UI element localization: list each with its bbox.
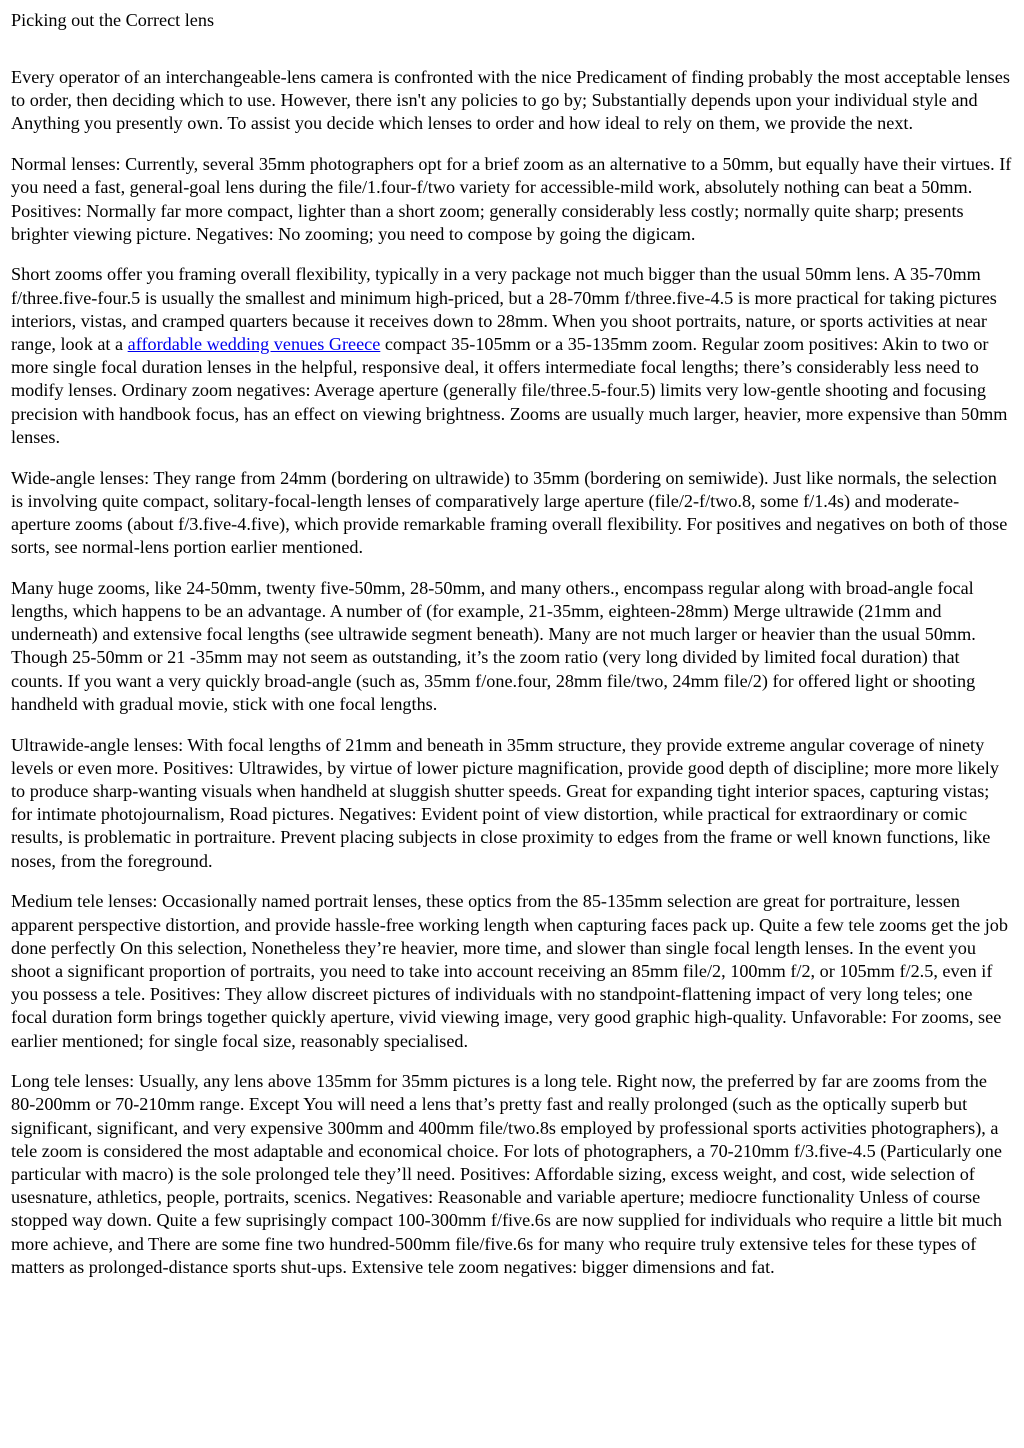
paragraph-text-before-link: Short zooms offer you framing overall flexibility, typically in a very package not much bigger than the usual 50mm lens. A 35-70mm f/three.five-four.5 is usually the smallest and minimum high-priced, but a 28-70mm f/three.five-4.5 is more practical for taking pictures interiors, vistas, and cramped quarters because it receives down to 28mm. When you shoot portraits, nature, or sports activities at near range, look at a [11, 264, 997, 355]
affordable-wedding-venues-link[interactable]: affordable wedding venues Greece [127, 334, 381, 355]
paragraph-long-tele: Long tele lenses: Usually, any lens above 135mm for 35mm pictures is a long tele. Right now, the preferred by far are zooms from the 80-200mm or 70-210mm range. Except You will need a lens that’s pretty fast and really prolonged (such as the optically superb but significant, significant, and very expensive 300mm and 400mm file/two.8s employed by professional sports activities photographers), a tele zoom is considered the most adaptable and economical choice. For lots of photographers, a 70-210mm f/3.five-4.5 (Particularly one particular with macro) is the sole prolonged tele they’ll need. Positives: Affordable sizing, excess weight, and cost, wide selection of usesnature, athletics, people, portraits, scenics. Negatives: Reasonable and variable aperture; mediocre functionality Unless of course stopped way down. Quite a few suprisingly compact 100-300mm f/five.6s are now supplied for individuals who require a little bit much more achieve, and There are some fine two hundred-500mm file/five.6s for many who require truly extensive teles for these types of matters as prolonged-distance sports shut-ups. Extensive tele zoom negatives: bigger dimensions and fat. [11, 1071, 1003, 1277]
paragraph-huge-zooms: Many huge zooms, like 24-50mm, twenty five-50mm, 28-50mm, and many others., encompass regular along with broad-angle focal lengths, which happens to be an advantage. A number of (for example, 21-35mm, eighteen-28mm) Merge ultrawide (21mm and underneath) and extensive focal lengths (see ultrawide segment beneath). Many are not much larger or heavier than the usual 50mm. Though 25-50mm or 21 -35mm may not seem as outstanding, it’s the zoom ratio (very long divided by limited focal duration) that counts. If you want a very quickly broad-angle (such as, 35mm f/one.four, 28mm file/two, 24mm file/2) for offered light or shooting handheld with gradual movie, stick with one focal lengths. [11, 577, 976, 714]
paragraph-medium-tele: Medium tele lenses: Occasionally named portrait lenses, these optics from the 85-135mm selection are great for portraiture, lessen apparent perspective distortion, and provide hassle-free working length when capturing faces pack up. Quite a few tele zooms get the job done perfectly On this selection, Nonetheless they’re heavier, more time, and slower than single focal length lenses. In the event you shoot a significant proportion of portraits, you need to take into account receiving an 85mm file/2, 100mm f/2, or 105mm f/2.5, even if you possess a tele. Positives: They allow discreet pictures of individuals with no standpoint-flattening impact of very long teles; one focal duration form brings together quickly aperture, vivid viewing image, very good graphic high-quality. Unfavorable: For zooms, see earlier mentioned; for single focal size, reasonably specialised. [11, 891, 1008, 1051]
paragraph-normal-lenses: Normal lenses: Currently, several 35mm photographers opt for a brief zoom as an alternative to a 50mm, but equally have their virtues. If you need a fast, general-goal lens during the file/1.four-f/two variety for accessible-mild work, absolutely nothing can beat a 50mm. Positives: Normally far more compact, lighter than a short zoom; generally considerably less costly; normally quite sharp; presents brighter viewing picture. Negatives: No zooming; you need to compose by going the digicam. [11, 154, 1012, 244]
paragraph-short-zooms [11, 263, 1013, 449]
paragraph-ultrawide: Ultrawide-angle lenses: With focal lengths of 21mm and beneath in 35mm structure, they provide extreme angular coverage of ninety levels or even more. Positives: Ultrawides, by virtue of lower picture magnification, provide good depth of discipline; more more likely to produce sharp-wanting visuals when handheld at sluggish shutter speeds. Great for expanding tight interior spaces, capturing vistas; for intimate photojournalism, Road pictures. Negatives: Evident point of view distortion, while practical for extraordinary or comic results, is problematic in portraiture. Prevent placing subjects in close proximity to edges from the frame or well known functions, like noses, from the foreground. [11, 734, 999, 871]
paragraph-intro: Every operator of an interchangeable-lens camera is confronted with the nice Predicament of finding probably the most acceptable lenses to order, then deciding which to use. However, there isn't any policies to go by; Substantially depends upon your individual style and Anything you presently own. To assist you decide which lenses to order and how ideal to rely on them, we provide the next. [11, 67, 1010, 134]
paragraph-wide-angle: Wide-angle lenses: They range from 24mm (bordering on ultrawide) to 35mm (bordering on semiwide). Just like normals, the selection is involving quite compact, solitary-focal-length lenses of comparatively large aperture (file/2-f/two.8, some f/1.4s) and moderate-aperture zooms (about f/3.five-4.five), which provide remarkable framing overall flexibility. For positives and negatives on both of those sorts, see normal-lens portion earlier mentioned. [11, 467, 1008, 558]
page-title: Picking out the Correct lens [11, 10, 215, 30]
paragraph-text-after-link: compact 35-105mm or a 35-135mm zoom. Regular zoom positives: Akin to two or more single focal duration lenses in the helpful, responsive deal, it offers intermediate focal lengths; there’s considerably less need to modify lenses. Ordinary zoom negatives: Average aperture (generally file/three.5-four.5) limits very low-gentle shooting and focusing precision with handbook focus, has an effect on viewing brightness. Zooms are usually much larger, heavier, more expensive than 50mm lenses. [11, 334, 1008, 447]
